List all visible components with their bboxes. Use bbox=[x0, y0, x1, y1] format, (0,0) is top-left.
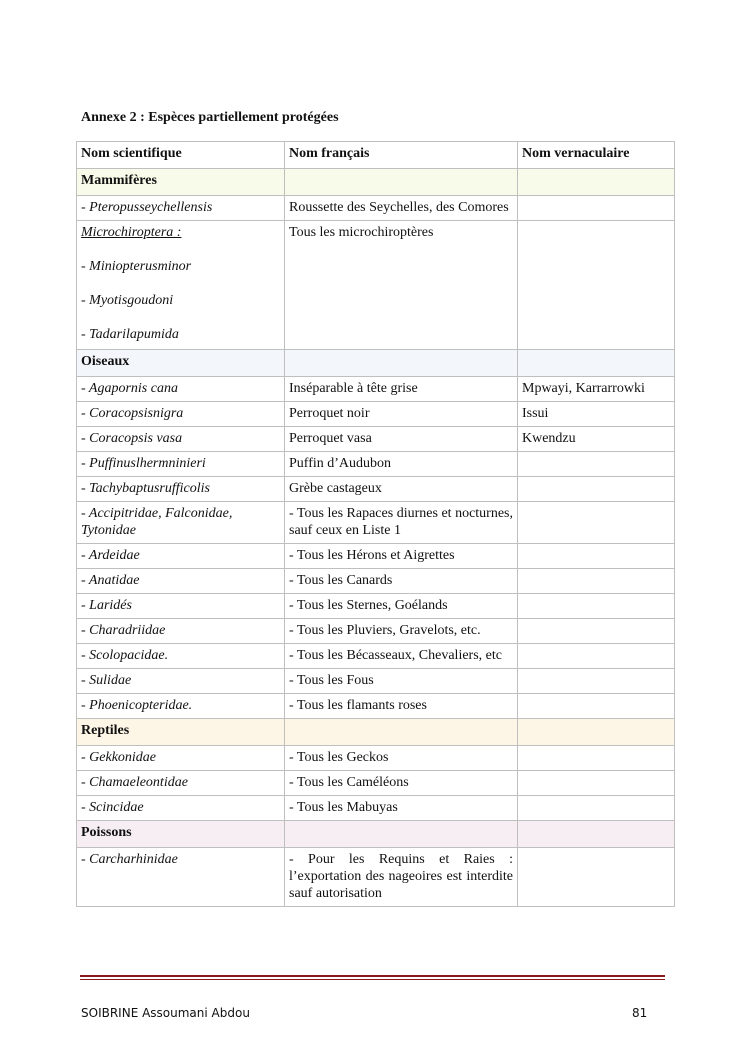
vernacular-name-cell bbox=[518, 848, 675, 907]
french-name-cell: - Tous les flamants roses bbox=[285, 694, 518, 719]
header-french-name: Nom français bbox=[285, 142, 518, 169]
scientific-name-cell: - Accipitridae, Falconidae, Tytonidae bbox=[77, 502, 285, 544]
section-label: Reptiles bbox=[77, 719, 285, 746]
species-name: - Myotisgoudoni bbox=[81, 293, 174, 308]
scientific-name-cell: - Ardeidae bbox=[77, 544, 285, 569]
french-name-cell: - Tous les Pluviers, Gravelots, etc. bbox=[285, 619, 518, 644]
vernacular-name-cell bbox=[518, 771, 675, 796]
scientific-name-cell: - Sulidae bbox=[77, 669, 285, 694]
table-row bbox=[77, 196, 675, 221]
table-row bbox=[77, 502, 675, 544]
french-name-cell: Perroquet vasa bbox=[285, 427, 518, 452]
scientific-name-cell: - Pteropusseychellensis bbox=[77, 196, 285, 221]
scientific-name-cell: - Phoenicopteridae. bbox=[77, 694, 285, 719]
scientific-name-cell: - Carcharhinidae bbox=[77, 848, 285, 907]
table-row bbox=[77, 377, 675, 402]
vernacular-name-cell bbox=[518, 619, 675, 644]
scientific-name-cell: - Agapornis cana bbox=[77, 377, 285, 402]
section-row-reptiles bbox=[77, 719, 675, 746]
table-row bbox=[77, 594, 675, 619]
table-header-row bbox=[77, 142, 675, 169]
table-row bbox=[77, 771, 675, 796]
section-row-birds bbox=[77, 350, 675, 377]
scientific-name-cell: - Gekkonidae bbox=[77, 746, 285, 771]
table-row bbox=[77, 644, 675, 669]
vernacular-name-cell bbox=[518, 221, 675, 350]
table-row bbox=[77, 669, 675, 694]
french-name-cell: - Tous les Hérons et Aigrettes bbox=[285, 544, 518, 569]
table-row bbox=[77, 569, 675, 594]
french-name-cell: - Pour les Requins et Raies : l’exportation des nageoires est interdite sauf autorisation bbox=[285, 848, 518, 907]
scientific-name-cell: - Anatidae bbox=[77, 569, 285, 594]
french-name-cell: Tous les microchiroptères bbox=[285, 221, 518, 350]
species-table bbox=[76, 141, 675, 907]
table-row bbox=[77, 477, 675, 502]
vernacular-name-cell bbox=[518, 477, 675, 502]
header-vernacular-name: Nom vernaculaire bbox=[518, 142, 675, 169]
section-row-fish bbox=[77, 821, 675, 848]
page-title: Annexe 2 : Espèces partiellement protégées bbox=[81, 110, 339, 125]
french-name-cell: - Tous les Caméléons bbox=[285, 771, 518, 796]
scientific-name-cell: - Tachybaptusrufficolis bbox=[77, 477, 285, 502]
french-name-cell: - Tous les Sternes, Goélands bbox=[285, 594, 518, 619]
vernacular-name-cell bbox=[518, 452, 675, 477]
species-name: - Tadarilapumida bbox=[81, 327, 179, 342]
table-row bbox=[77, 427, 675, 452]
section-label: Oiseaux bbox=[77, 350, 285, 377]
scientific-name-cell: - Coracopsis vasa bbox=[77, 427, 285, 452]
vernacular-name-cell bbox=[518, 502, 675, 544]
french-name-cell: Roussette des Seychelles, des Comores bbox=[285, 196, 518, 221]
scientific-name-cell: - Coracopsisnigra bbox=[77, 402, 285, 427]
french-name-cell: - Tous les Canards bbox=[285, 569, 518, 594]
footer-author: SOIBRINE Assoumani Abdou bbox=[81, 1006, 250, 1020]
table-row bbox=[77, 848, 675, 907]
table-row bbox=[77, 796, 675, 821]
vernacular-name-cell bbox=[518, 644, 675, 669]
french-name-cell: - Tous les Fous bbox=[285, 669, 518, 694]
french-name-cell: Puffin d’Audubon bbox=[285, 452, 518, 477]
vernacular-name-cell bbox=[518, 796, 675, 821]
vernacular-name-cell bbox=[518, 544, 675, 569]
section-row-mammals bbox=[77, 169, 675, 196]
french-name-cell: - Tous les Rapaces diurnes et nocturnes, sauf ceux en Liste 1 bbox=[285, 502, 518, 544]
vernacular-name-cell bbox=[518, 694, 675, 719]
footer-rule-thin bbox=[80, 979, 665, 980]
vernacular-name-cell: Mpwayi, Karrarrowki bbox=[518, 377, 675, 402]
scientific-name-cell: - Charadriidae bbox=[77, 619, 285, 644]
vernacular-name-cell bbox=[518, 569, 675, 594]
page-number: 81 bbox=[632, 1006, 648, 1020]
vernacular-name-cell: Issui bbox=[518, 402, 675, 427]
table-row bbox=[77, 402, 675, 427]
french-name-cell: Grèbe castageux bbox=[285, 477, 518, 502]
section-label: Mammifères bbox=[77, 169, 285, 196]
scientific-name-cell: - Laridés bbox=[77, 594, 285, 619]
french-name-cell: Perroquet noir bbox=[285, 402, 518, 427]
french-name-cell: - Tous les Mabuyas bbox=[285, 796, 518, 821]
french-name-cell: - Tous les Bécasseaux, Chevaliers, etc bbox=[285, 644, 518, 669]
table-row bbox=[77, 746, 675, 771]
vernacular-name-cell bbox=[518, 196, 675, 221]
scientific-name-cell bbox=[77, 221, 285, 350]
table-row bbox=[77, 619, 675, 644]
scientific-name-cell: - Puffinuslhermninieri bbox=[77, 452, 285, 477]
table-row bbox=[77, 544, 675, 569]
group-name: Microchiroptera : bbox=[81, 225, 182, 240]
species-name: - Miniopterusminor bbox=[81, 259, 192, 274]
header-scientific-name: Nom scientifique bbox=[77, 142, 285, 169]
vernacular-name-cell: Kwendzu bbox=[518, 427, 675, 452]
french-name-cell: - Tous les Geckos bbox=[285, 746, 518, 771]
section-label: Poissons bbox=[77, 821, 285, 848]
scientific-name-cell: - Scincidae bbox=[77, 796, 285, 821]
table-row bbox=[77, 694, 675, 719]
table-row bbox=[77, 452, 675, 477]
french-name-cell: Inséparable à tête grise bbox=[285, 377, 518, 402]
vernacular-name-cell bbox=[518, 746, 675, 771]
scientific-name-cell: - Chamaeleontidae bbox=[77, 771, 285, 796]
vernacular-name-cell bbox=[518, 669, 675, 694]
vernacular-name-cell bbox=[518, 594, 675, 619]
footer-rule bbox=[80, 975, 665, 977]
table-row-microchiroptera bbox=[77, 221, 675, 350]
scientific-name-cell: - Scolopacidae. bbox=[77, 644, 285, 669]
